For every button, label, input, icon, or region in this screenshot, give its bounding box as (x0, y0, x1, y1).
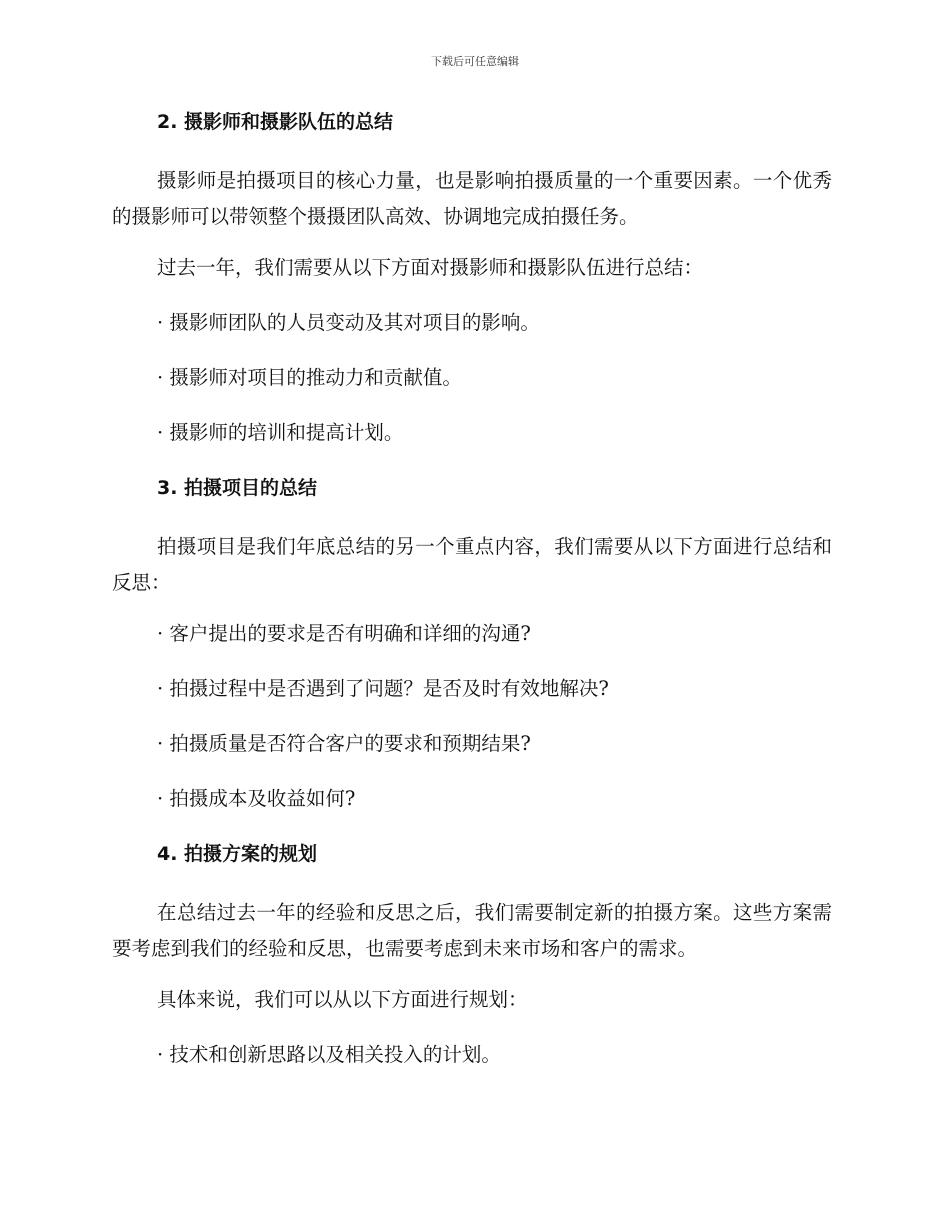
bullet-item: · 摄影师的培训和提高计划。 (157, 421, 404, 444)
paragraph: 过去一年，我们需要从以下方面对摄影师和摄影队伍进行总结： (157, 256, 704, 279)
page-header: 下载后可任意编辑 (431, 55, 519, 68)
section-heading: 3. 拍摄项目的总结 (157, 477, 318, 499)
section-photographer-summary (112, 108, 832, 447)
paragraph: 拍摄项目是我们年底总结的另一个重点内容，我们需要从以下方面进行总结和反思： (112, 535, 832, 594)
bullet-item: · 拍摄质量是否符合客户的要求和预期结果? (157, 732, 531, 755)
section-heading: 2. 摄影师和摄影队伍的总结 (157, 111, 394, 133)
bullet-item: · 摄影师对项目的推动力和贡献值。 (157, 366, 462, 389)
bullet-item: · 客户提出的要求是否有明确和详细的沟通? (157, 622, 531, 645)
document-body (112, 108, 832, 1096)
paragraph: 具体来说，我们可以从以下方面进行规划： (157, 988, 528, 1011)
bullet-item: · 拍摄成本及收益如何? (157, 787, 356, 810)
bullet-item: · 技术和创新思路以及相关投入的计划。 (157, 1043, 501, 1066)
paragraph: 在总结过去一年的经验和反思之后，我们需要制定新的拍摄方案。这些方案需要考虑到我们的经验和反思，也需要考虑到未来市场和客户的需求。 (112, 901, 832, 960)
paragraph: 摄影师是拍摄项目的核心力量，也是影响拍摄质量的一个重要因素。一个优秀的摄影师可以带领整个摄摄团队高效、协调地完成拍摄任务。 (112, 169, 832, 228)
section-project-summary (112, 474, 832, 813)
section-heading: 4. 拍摄方案的规划 (157, 843, 318, 865)
bullet-item: · 拍摄过程中是否遇到了问题？是否及时有效地解决? (157, 677, 609, 700)
bullet-item: · 摄影师团队的人员变动及其对项目的影响。 (157, 311, 540, 334)
section-plan (112, 840, 832, 1069)
